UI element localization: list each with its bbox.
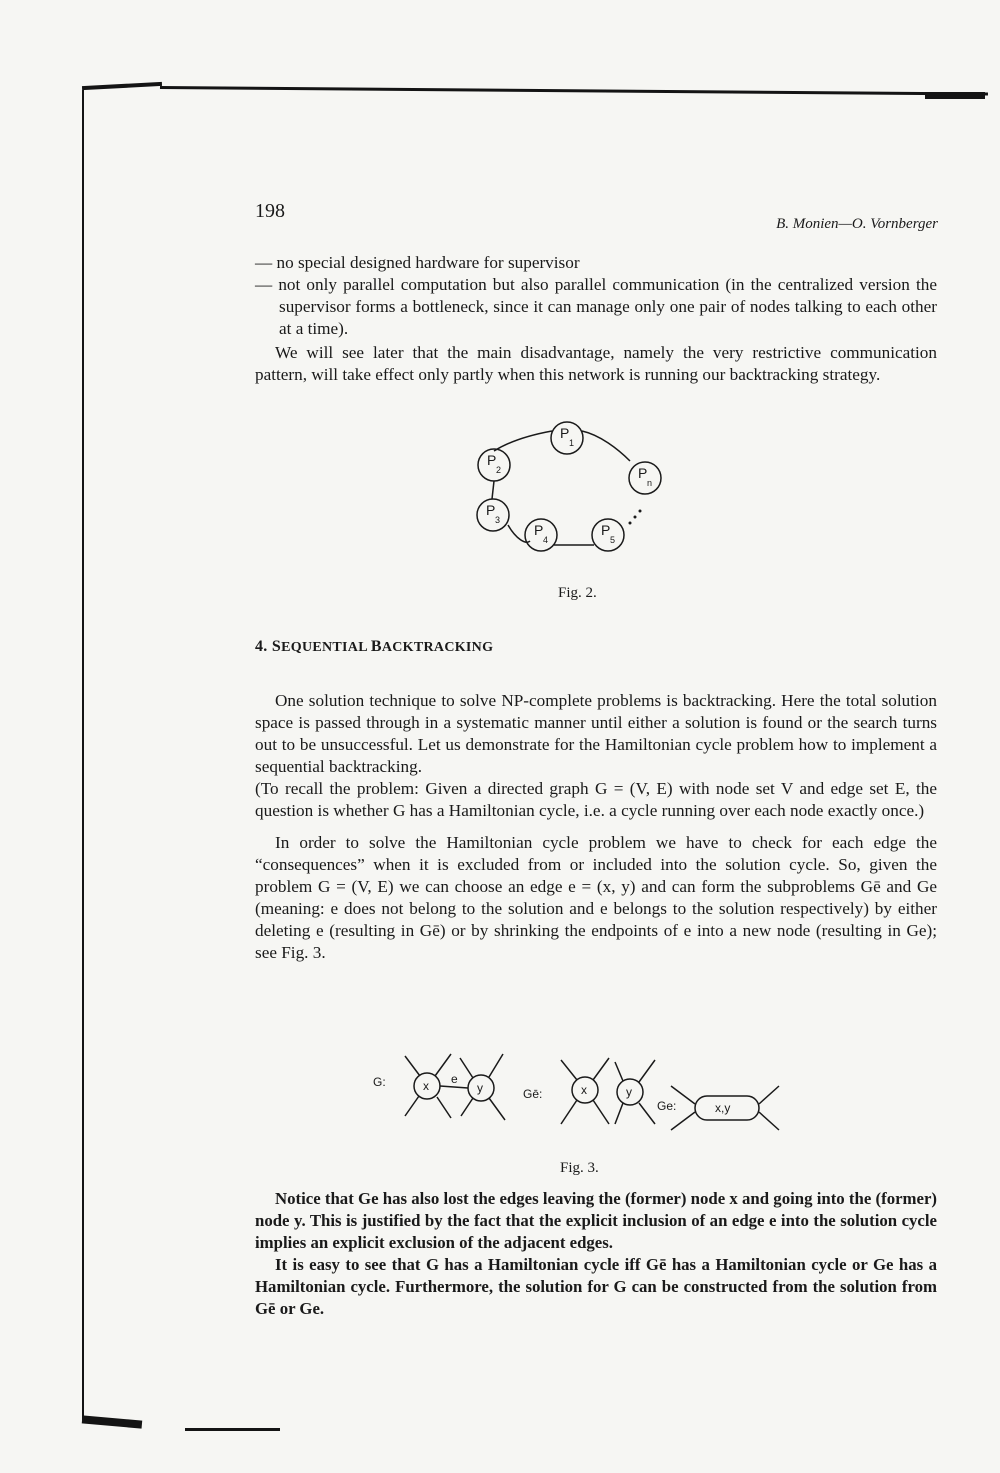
paragraph-text: In order to solve the Hamiltonian cycle problem we have to check for each edge the “consequences” when it is excluded from or included into the solution cycle. So, given the problem G = (V, E) we can choose an edge e = (x, y) and can form the subproblems Gē and Ge (meaning: e does not belong to the solution and e belongs to the solution respectively) by either deleting e (resulting in Gē) or by shrinking the endpoints of e into a new node (resulting in Ge); see Fig. 3.: [255, 833, 937, 962]
scan-edge-top-left: [82, 82, 162, 90]
node-label: P: [486, 502, 496, 518]
node-label: P: [601, 522, 611, 538]
scan-edge-top-right: [925, 92, 985, 99]
ring-edge: [582, 431, 630, 461]
section-title-initial: S: [271, 638, 282, 655]
adjacent-edges: [615, 1060, 655, 1124]
ellipsis-dots: [629, 510, 642, 525]
paragraph-text: Notice that Ge has also lost the edges leaving the (former) node x and going into the (former) node y. This is justified by the fact that the explicit inclusion of an edge e into the solution cycle implies an explicit exclusion of the adjacent edges.: [255, 1189, 937, 1252]
paragraph-text: It is easy to see that G has a Hamiltonian cycle iff Gē has a Hamiltonian cycle or Ge has a Hamiltonian cycle. Furthermore, the solution for G can be constructed from the solution from Gē or Ge.: [255, 1255, 937, 1318]
node-sub: 1: [569, 438, 575, 448]
body-text: [255, 690, 937, 964]
node-sub: n: [647, 478, 653, 488]
label-g-ebar: Gē:: [523, 1087, 543, 1101]
section-title-rest: ACKTRACKING: [381, 640, 494, 655]
bullet-list: [255, 252, 937, 340]
paragraph-text: We will see later that the main disadvantage, namely the very restrictive communication pattern, will take effect only partly when this network is running our backtracking strategy.: [255, 343, 937, 384]
scan-edge-left: [82, 90, 84, 1420]
label-g: G:: [373, 1075, 386, 1089]
node-sub: 5: [610, 535, 616, 545]
label-y: y: [626, 1085, 632, 1099]
edge-e: [440, 1086, 468, 1088]
paragraph-text: One solution technique to solve NP-complete problems is backtracking. Here the total solution space is passed through in a systematic manner until either a solution is found or the search turns out to be unsuccessful. Let us demonstrate for the Hamiltonian cycle problem how to implement a sequential backtracking.: [255, 691, 937, 776]
bullet-item: — no special designed hardware for supervisor: [255, 253, 580, 272]
section-title-rest: EQUENTIAL: [281, 640, 371, 655]
scan-edge-top: [160, 86, 988, 96]
node-label: P: [560, 425, 570, 441]
node-label: P: [534, 522, 544, 538]
section-title-initial: B: [370, 638, 382, 655]
node-sub: 4: [543, 535, 549, 545]
body-text-bottom: [255, 1188, 937, 1320]
node-sub: 3: [495, 515, 501, 525]
node-label: P: [638, 465, 648, 481]
paragraph-text: (To recall the problem: Given a directed graph G = (V, E) with node set V and edge set E, the question is whether G has a Hamiltonian cycle, i.e. a cycle running over each node exactly once.): [255, 779, 937, 820]
page-number: 198: [255, 200, 285, 222]
node-sub: 2: [496, 465, 502, 475]
label-y: y: [477, 1081, 483, 1095]
bullet-item: — not only parallel computation but also parallel communication (in the centralized version the supervisor forms a bottleneck, since it can manage only one pair of nodes talking to each other at a time).: [255, 275, 937, 338]
figure-3-graphs: [365, 1050, 785, 1145]
scan-edge-bottom-left: [82, 1415, 142, 1428]
ring-edge: [492, 481, 494, 499]
running-head: B. Monien—O. Vornberger: [776, 216, 938, 232]
section-heading: [255, 638, 493, 656]
figure-2-ring: [460, 415, 680, 565]
paragraph: [255, 342, 937, 386]
figure-2-caption: Fig. 2.: [558, 585, 597, 601]
label-x: x: [581, 1083, 587, 1097]
node-label: P: [487, 452, 497, 468]
label-xy: x,y: [715, 1101, 731, 1115]
label-e: e: [451, 1072, 458, 1086]
scan-edge-bottom: [185, 1428, 280, 1431]
section-number: 4.: [255, 638, 268, 655]
label-g-e: Ge:: [657, 1099, 677, 1113]
figure-3-caption: Fig. 3.: [560, 1160, 599, 1176]
label-x: x: [423, 1079, 429, 1093]
ring-edge: [494, 431, 552, 451]
